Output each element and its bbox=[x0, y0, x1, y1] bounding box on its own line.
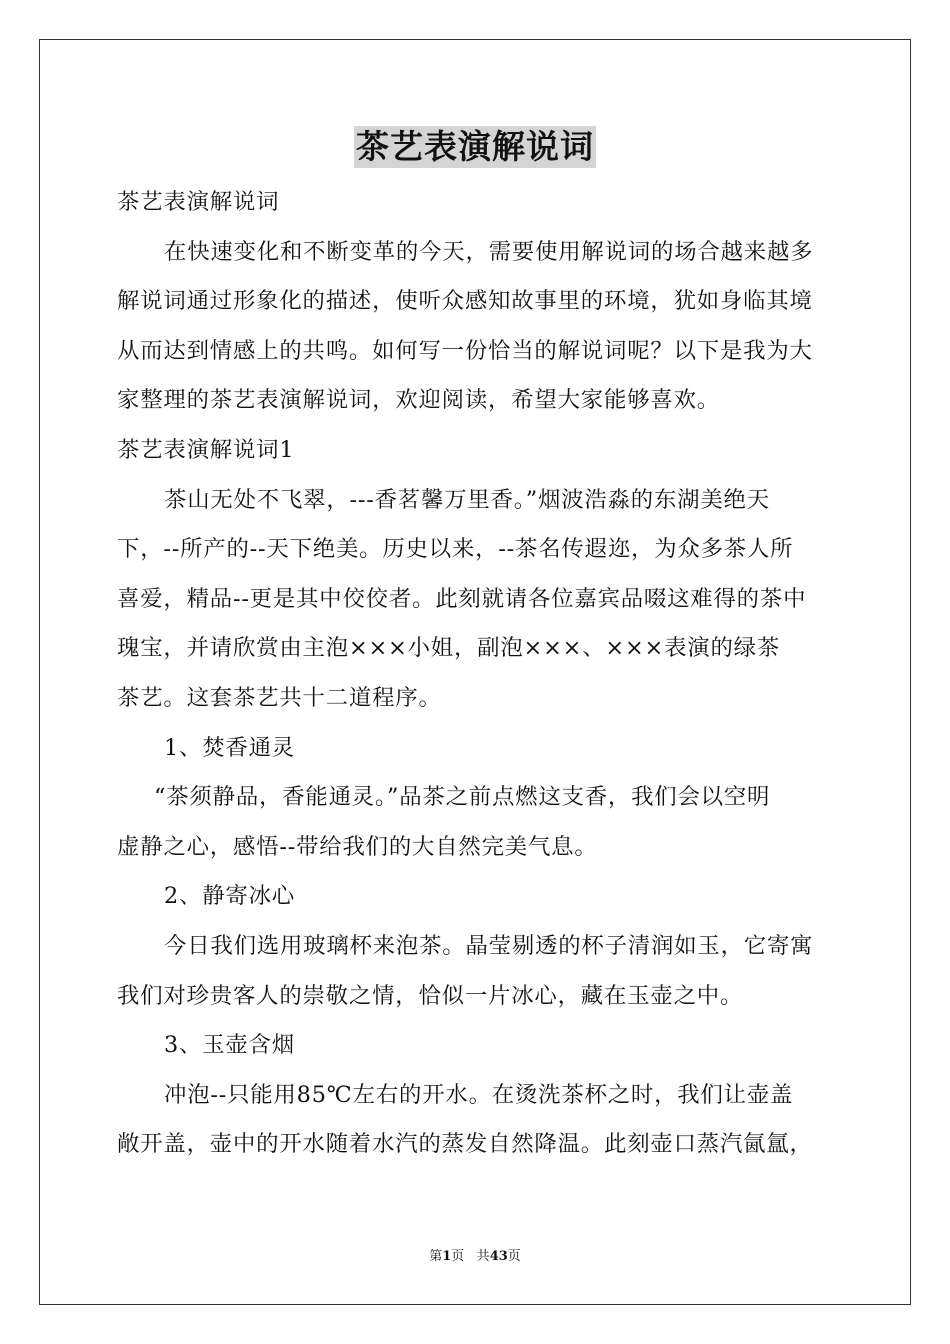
paragraph-line: 茶艺。这套茶艺共十二道程序。 bbox=[117, 684, 442, 711]
section-heading: 茶艺表演解说词 bbox=[117, 189, 280, 215]
paragraph-line: 瑰宝，并请欣赏由主泡×××小姐，副泡×××、×××表演的绿茶 bbox=[117, 635, 781, 662]
title-container bbox=[0, 126, 950, 168]
paragraph-line: 冲泡--只能用85℃左右的开水。在烫洗茶杯之时，我们让壶盖 bbox=[164, 1081, 794, 1108]
page-number: 1 bbox=[442, 1249, 452, 1264]
paragraph-line: 茶山无处不飞翠，---香茗馨万里香。”烟波浩淼的东湖美绝天 bbox=[164, 486, 770, 513]
paragraph-line: 敞开盖，壶中的开水随着水汽的蒸发自然降温。此刻壶口蒸汽氤氲， bbox=[117, 1131, 813, 1158]
page-prefix: 第 bbox=[429, 1249, 443, 1264]
paragraph-line: 在快速变化和不断变革的今天，需要使用解说词的场合越来越多 bbox=[164, 238, 814, 265]
paragraph-line: 家整理的茶艺表演解说词，欢迎阅读，希望大家能够喜欢。 bbox=[117, 387, 720, 414]
paragraph-line: 解说词通过形象化的描述，使听众感知故事里的环境，犹如身临其境 bbox=[117, 288, 813, 315]
total-pages: 43 bbox=[489, 1249, 508, 1264]
page-suffix: 页 bbox=[451, 1249, 465, 1264]
document-body bbox=[117, 178, 835, 1170]
paragraph-line: 我们对珍贵客人的崇敬之情，恰似一片冰心，藏在玉壶之中。 bbox=[117, 982, 744, 1009]
paragraph-line: 下，--所产的--天下绝美。历史以来，--茶名传遐迩，为众多茶人所 bbox=[117, 536, 794, 563]
document-title: 茶艺表演解说词 bbox=[356, 127, 594, 166]
total-prefix: 共 bbox=[476, 1249, 490, 1264]
step-heading: 1、焚香通灵 bbox=[164, 734, 295, 761]
paragraph-line: “茶须静品，香能通灵。”品茶之前点燃这支香，我们会以空明 bbox=[154, 784, 771, 811]
step-heading: 3、玉壶含烟 bbox=[164, 1032, 295, 1059]
paragraph-line: 从而达到情感上的共鸣。如何写一份恰当的解说词呢？以下是我为大 bbox=[117, 337, 813, 364]
paragraph-line: 今日我们选用玻璃杯来泡茶。晶莹剔透的杯子清润如玉，它寄寓 bbox=[164, 932, 814, 959]
total-suffix: 页 bbox=[507, 1249, 521, 1264]
paragraph-line: 虚静之心，感悟--带给我们的大自然完美气息。 bbox=[117, 833, 598, 860]
section-heading: 茶艺表演解说词1 bbox=[117, 436, 295, 463]
paragraph-line: 喜爱，精品--更是其中佼佼者。此刻就请各位嘉宾品啜这难得的茶中 bbox=[117, 585, 807, 612]
page-footer bbox=[0, 1248, 950, 1266]
step-heading: 2、静寄冰心 bbox=[164, 883, 295, 910]
